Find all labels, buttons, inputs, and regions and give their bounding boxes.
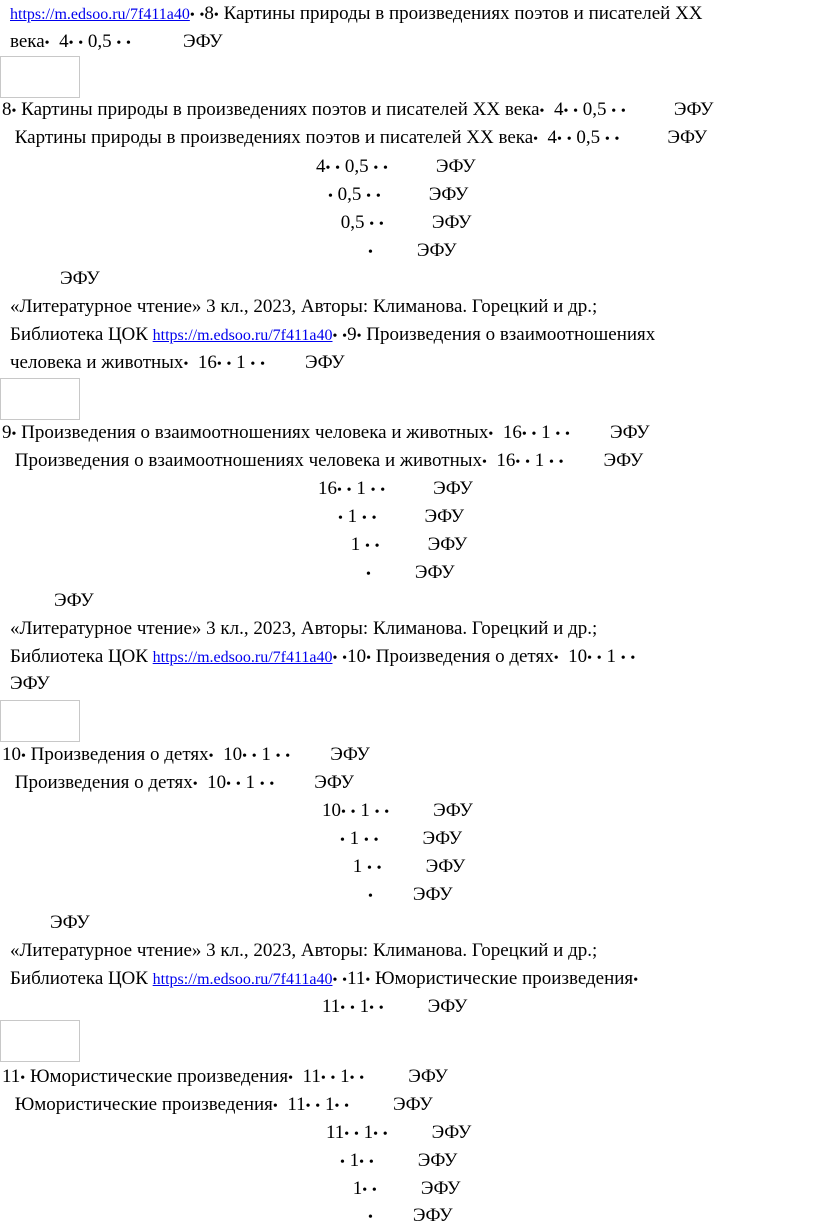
bullet: • xyxy=(382,161,388,176)
value: 1 xyxy=(358,1122,374,1143)
s8-row4 xyxy=(328,184,468,208)
value: 1 xyxy=(348,856,367,877)
bullet: • xyxy=(259,777,265,792)
source-text: «Литературное чтение» 3 кл., 2023, Авторы: Климанова. Горецкий и др.; xyxy=(10,618,598,639)
efu-label: ЭФУ xyxy=(54,590,94,611)
bullet: • xyxy=(334,1099,340,1114)
bullet: • xyxy=(11,427,17,442)
lesson-number: 11 xyxy=(2,1066,21,1087)
efu-label: ЭФУ xyxy=(412,884,453,905)
lesson-title: Произведения о взаимоотношениях человека и животных xyxy=(16,422,489,443)
hours: 10 xyxy=(322,800,341,821)
lesson-title: Картины природы в произведениях поэтов и писателей XX века xyxy=(16,99,540,120)
bullet: • xyxy=(126,36,131,51)
hours: 4 xyxy=(547,127,558,148)
bullet: • xyxy=(558,455,564,470)
s8-cont-line xyxy=(10,31,223,55)
s10-link-line xyxy=(10,646,635,670)
bullet: • xyxy=(539,104,545,119)
s8-row xyxy=(2,99,713,123)
source-line xyxy=(10,940,597,962)
lesson-title: Юмористические произведения xyxy=(10,1094,273,1115)
bullet: • xyxy=(366,567,371,582)
bullet: • xyxy=(369,217,375,232)
efu-label: ЭФУ xyxy=(304,352,345,373)
bullet: • xyxy=(371,1183,377,1198)
edsoo-link[interactable]: https://m.edsoo.ru/7f411a40 xyxy=(152,327,333,344)
s9-row xyxy=(2,422,650,446)
lesson-title: Юмористические произведения xyxy=(370,968,634,989)
value: 1 xyxy=(335,1066,350,1087)
efu-label: ЭФУ xyxy=(667,127,708,148)
bullet: • xyxy=(11,104,17,119)
bullet: • xyxy=(380,483,386,498)
s10-row3 xyxy=(322,800,473,824)
hours: 4 xyxy=(59,31,69,52)
efu-label: ЭФУ xyxy=(427,534,468,555)
source-text: «Литературное чтение» 3 кл., 2023, Авторы: Климанова. Горецкий и др.; xyxy=(10,940,598,961)
s11-row3 xyxy=(326,1122,471,1146)
value: 1 xyxy=(256,744,276,765)
bullet: • xyxy=(488,427,494,442)
bullet: • xyxy=(375,189,381,204)
bullet: • xyxy=(565,427,570,442)
bullet: • xyxy=(373,1127,379,1142)
s11-row4 xyxy=(340,1150,457,1174)
bullet: • xyxy=(548,455,554,470)
bullet: • xyxy=(368,1210,373,1225)
value: 1 xyxy=(346,534,365,555)
bullet: • xyxy=(573,104,579,119)
value: 1 xyxy=(355,800,375,821)
efu-label: ЭФУ xyxy=(420,1178,461,1199)
bullet: • xyxy=(373,833,379,848)
bullet: • xyxy=(21,749,26,764)
s9-row3 xyxy=(318,478,473,502)
value: 1 xyxy=(536,422,556,443)
hours: 10 xyxy=(223,744,243,765)
bullet: • xyxy=(359,1071,365,1086)
hours: 16 xyxy=(502,422,522,443)
efu-label: ЭФУ xyxy=(416,240,457,261)
bullet: • xyxy=(531,427,537,442)
bullet: • xyxy=(382,1127,388,1142)
bullet: • xyxy=(367,861,372,876)
lesson-number: 10 xyxy=(347,646,367,667)
hours: 11 xyxy=(302,1066,321,1087)
efu-label: ЭФУ xyxy=(428,184,469,205)
bullet: • xyxy=(353,1127,359,1142)
bullet: • xyxy=(332,973,338,988)
bullet: • xyxy=(350,805,356,820)
bullet: • xyxy=(620,651,626,666)
bullet: • xyxy=(78,36,84,51)
efu-label: ЭФУ xyxy=(50,912,90,933)
library-label: Библиотека ЦОК xyxy=(10,646,148,667)
hours: 4 xyxy=(553,99,564,120)
bullet: • xyxy=(596,651,602,666)
efu-label: ЭФУ xyxy=(433,800,473,821)
s10-cont-line xyxy=(10,673,50,695)
bullet: • xyxy=(378,1001,384,1016)
bullet: • xyxy=(250,357,256,372)
value: 0,5 xyxy=(336,212,370,233)
value: 1 xyxy=(231,352,251,373)
efu-label: ЭФУ xyxy=(10,673,50,694)
bullet: • xyxy=(338,511,343,526)
value: 0,5 xyxy=(332,184,367,205)
lesson-title: Юмористические произведения xyxy=(25,1066,289,1087)
bullet: • xyxy=(614,132,620,147)
efu-label: ЭФУ xyxy=(422,828,463,849)
value: 1 xyxy=(344,828,364,849)
bullet: • xyxy=(359,1155,365,1170)
lesson-title-cont: века xyxy=(10,31,45,52)
bullet: • xyxy=(361,511,367,526)
lesson-number: 9 xyxy=(347,324,357,345)
value: 1 xyxy=(529,450,549,471)
bullet: • xyxy=(366,651,371,666)
efu-label: ЭФУ xyxy=(182,31,223,52)
source-line xyxy=(10,618,597,640)
bullet: • xyxy=(349,1001,355,1016)
value: 1 xyxy=(240,772,260,793)
bullet: • xyxy=(371,511,377,526)
bullet: • xyxy=(366,189,372,204)
hours: 16 xyxy=(318,478,337,499)
empty-box xyxy=(0,700,80,742)
value: 1 xyxy=(342,506,362,527)
bullet: • xyxy=(368,1155,374,1170)
efu-label: ЭФУ xyxy=(431,1122,472,1143)
bullet: • xyxy=(630,651,636,666)
bullet: • xyxy=(189,8,195,23)
bullet: • xyxy=(269,777,275,792)
s9-row5 xyxy=(346,534,467,558)
lesson-title: Произведения о детях xyxy=(370,646,554,667)
s11-cont-line xyxy=(322,996,467,1020)
hours: 10 xyxy=(568,646,588,667)
hours: 16 xyxy=(197,352,217,373)
edsoo-link[interactable]: https://m.edsoo.ru/7f411a40 xyxy=(10,6,190,23)
lesson-title: Картины природы в произведениях поэтов и писателей XX века xyxy=(10,127,534,148)
hours: 4 xyxy=(316,156,326,177)
bullet: • xyxy=(515,455,521,470)
bullet: • xyxy=(288,1071,294,1086)
s10-row7 xyxy=(50,912,90,934)
value: 1 xyxy=(320,1094,335,1115)
s9-row7 xyxy=(54,590,94,612)
s11-link-line xyxy=(10,968,638,992)
bullet: • xyxy=(521,427,527,442)
bullet: • xyxy=(235,777,241,792)
s10-row6 xyxy=(368,884,453,908)
efu-label: ЭФУ xyxy=(393,1094,433,1115)
bullet: • xyxy=(208,749,214,764)
efu-label: ЭФУ xyxy=(414,562,455,583)
bullet: • xyxy=(340,1155,345,1170)
s11-row2 xyxy=(10,1094,433,1118)
bullet: • xyxy=(553,651,559,666)
bullet: • xyxy=(611,104,617,119)
lesson-title: Картины природы в произведениях поэтов и писателей XX xyxy=(218,3,703,24)
empty-box xyxy=(0,378,80,420)
bullet: • xyxy=(328,189,333,204)
bullet: • xyxy=(332,329,338,344)
bullet: • xyxy=(20,1071,26,1086)
efu-label: ЭФУ xyxy=(60,268,100,289)
bullet: • xyxy=(315,1099,321,1114)
bullet: • xyxy=(376,861,382,876)
bullet: • xyxy=(251,749,257,764)
empty-box xyxy=(0,1020,80,1062)
lesson-number: 8 xyxy=(204,3,214,24)
bullet: • xyxy=(68,36,74,51)
bullet: • xyxy=(587,651,593,666)
efu-label: ЭФУ xyxy=(427,996,468,1017)
s8-link-line xyxy=(10,3,703,27)
lesson-title: Произведения о детях xyxy=(10,772,193,793)
bullet: • xyxy=(566,132,572,147)
efu-label: ЭФУ xyxy=(417,1150,458,1171)
bullet: • xyxy=(525,455,530,470)
library-label: Библиотека ЦОК xyxy=(10,324,148,345)
value: 0,5 xyxy=(340,156,374,177)
bullet: • xyxy=(192,777,198,792)
bullet: • xyxy=(370,483,376,498)
source-line xyxy=(10,296,597,318)
s8-row3 xyxy=(316,156,476,180)
efu-label: ЭФУ xyxy=(433,478,473,499)
lesson-number: 11 xyxy=(347,968,366,989)
s9-row6 xyxy=(366,562,455,586)
value: 0,5 xyxy=(83,31,117,52)
s9-cont-line xyxy=(10,352,345,376)
bullet: • xyxy=(226,777,232,792)
lesson-title: Произведения о взаимоотношениях xyxy=(361,324,656,345)
bullet: • xyxy=(116,36,122,51)
lesson-title-cont: человека и животных xyxy=(10,352,184,373)
bullet: • xyxy=(272,1099,278,1114)
bullet: • xyxy=(305,1099,311,1114)
bullet: • xyxy=(620,104,626,119)
bullet: • xyxy=(344,1127,350,1142)
efu-label: ЭФУ xyxy=(425,856,466,877)
bullet: • xyxy=(356,329,362,344)
bullet: • xyxy=(342,651,348,666)
bullet: • xyxy=(285,749,291,764)
bullet: • xyxy=(555,427,561,442)
s11-row5 xyxy=(348,1178,460,1202)
bullet: • xyxy=(557,132,562,147)
efu-label: ЭФУ xyxy=(408,1066,448,1087)
bullet: • xyxy=(342,973,348,988)
s8-row5 xyxy=(336,212,471,236)
bullet: • xyxy=(337,483,342,498)
bullet: • xyxy=(533,132,539,147)
bullet: • xyxy=(335,161,341,176)
efu-label: ЭФУ xyxy=(435,156,476,177)
bullet: • xyxy=(44,36,50,51)
value: 1 xyxy=(351,478,371,499)
bullet: • xyxy=(365,539,370,554)
bullet: • xyxy=(378,217,384,232)
value: 0,5 xyxy=(571,127,605,148)
bullet: • xyxy=(344,1099,349,1114)
bullet: • xyxy=(330,1071,336,1086)
bullet: • xyxy=(384,805,390,820)
bullet: • xyxy=(216,357,222,372)
s8-row2 xyxy=(10,127,707,151)
lesson-number: 10 xyxy=(2,744,21,765)
s10-row2 xyxy=(10,772,354,796)
hours: 11 xyxy=(287,1094,306,1115)
bullet: • xyxy=(213,8,219,23)
lesson-title: Произведения о взаимоотношениях человека и животных xyxy=(10,450,483,471)
empty-box xyxy=(0,56,80,98)
bullet: • xyxy=(369,1001,375,1016)
efu-label: ЭФУ xyxy=(603,450,644,471)
bullet: • xyxy=(341,805,346,820)
bullet: • xyxy=(368,245,373,260)
bullet: • xyxy=(275,749,281,764)
bullet: • xyxy=(340,1001,346,1016)
bullet: • xyxy=(342,329,348,344)
edsoo-link[interactable]: https://m.edsoo.ru/7f411a40 xyxy=(152,971,333,988)
bullet: • xyxy=(365,973,371,988)
s10-row xyxy=(2,744,370,768)
bullet: • xyxy=(260,357,265,372)
lesson-title: Произведения о детях xyxy=(25,744,209,765)
hours: 16 xyxy=(496,450,516,471)
efu-label: ЭФУ xyxy=(424,506,465,527)
lesson-number: 8 xyxy=(2,99,12,120)
bullet: • xyxy=(633,973,639,988)
bullet: • xyxy=(183,357,189,372)
bullet: • xyxy=(563,104,569,119)
bullet: • xyxy=(374,539,380,554)
bullet: • xyxy=(604,132,610,147)
library-label: Библиотека ЦОК xyxy=(10,968,148,989)
bullet: • xyxy=(325,161,331,176)
bullet: • xyxy=(320,1071,326,1086)
value: 1 xyxy=(601,646,621,667)
hours: 11 xyxy=(322,996,341,1017)
efu-label: ЭФУ xyxy=(431,212,472,233)
bullet: • xyxy=(362,1183,368,1198)
efu-label: ЭФУ xyxy=(330,744,370,765)
bullet: • xyxy=(226,357,232,372)
s8-row6 xyxy=(368,240,457,264)
s8-row7 xyxy=(60,268,100,290)
bullet: • xyxy=(199,8,205,23)
bullet: • xyxy=(482,455,487,470)
bullet: • xyxy=(374,805,380,820)
value: 1 xyxy=(348,1178,363,1199)
bullet: • xyxy=(340,833,345,848)
s11-row6 xyxy=(368,1205,453,1229)
s9-row4 xyxy=(338,506,464,530)
value: 0,5 xyxy=(578,99,612,120)
lesson-number: 9 xyxy=(2,422,12,443)
bullet: • xyxy=(242,749,247,764)
efu-label: ЭФУ xyxy=(412,1205,453,1226)
s11-row xyxy=(2,1066,448,1090)
s10-row4 xyxy=(340,828,462,852)
bullet: • xyxy=(349,1071,355,1086)
edsoo-link[interactable]: https://m.edsoo.ru/7f411a40 xyxy=(152,649,333,666)
s9-link-line xyxy=(10,324,655,348)
hours: 10 xyxy=(207,772,227,793)
efu-label: ЭФУ xyxy=(314,772,354,793)
bullet: • xyxy=(332,651,338,666)
bullet: • xyxy=(346,483,352,498)
s10-row5 xyxy=(348,856,465,880)
efu-label: ЭФУ xyxy=(609,422,650,443)
value: 1 xyxy=(344,1150,360,1171)
bullet: • xyxy=(368,889,373,904)
bullet: • xyxy=(363,833,369,848)
s9-row2 xyxy=(10,450,643,474)
source-text: «Литературное чтение» 3 кл., 2023, Авторы: Климанова. Горецкий и др.; xyxy=(10,296,598,317)
efu-label: ЭФУ xyxy=(673,99,714,120)
bullet: • xyxy=(373,161,379,176)
hours: 11 xyxy=(326,1122,345,1143)
value: 1 xyxy=(354,996,370,1017)
